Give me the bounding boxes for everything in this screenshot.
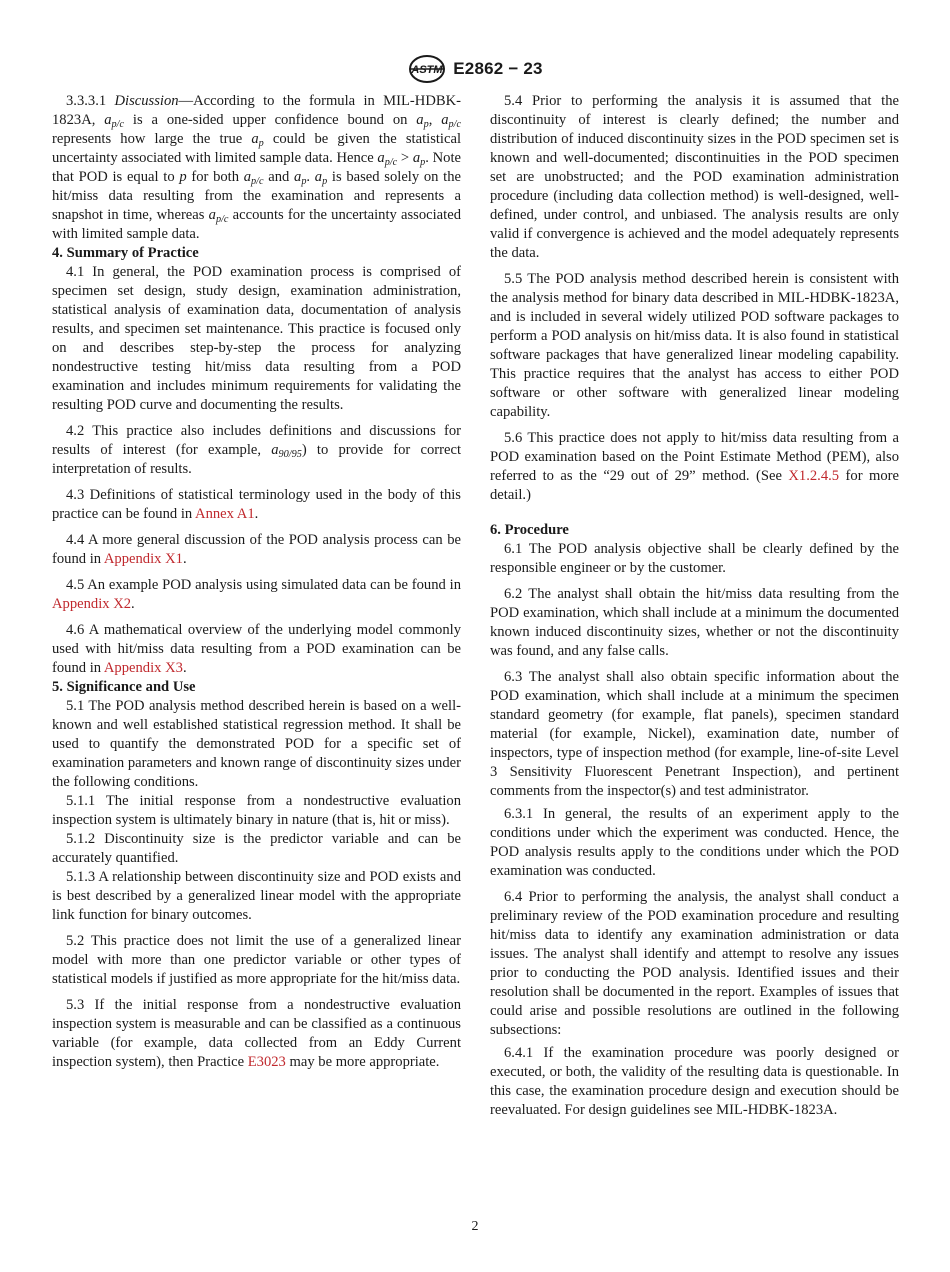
- paragraph-5-6: 5.6 This practice does not apply to hit/miss data resulting from a POD examination based on the Point Estimate Method (PEM), also referred to as the “29 out of 29” method. (See X1.2.4.5 for more detail.): [490, 430, 899, 503]
- left-column: [52, 92, 461, 1072]
- paragraph-5-4: 5.4 Prior to performing the analysis it is assumed that the discontinuity of interest is clearly defined; the number and distribution of induced discontinuity sizes in the POD specimen set is known and well-documented; discontinuities in the POD specimen set are unobstructed; and the POD examination administration procedure (including data collection method) is well-designed, well-defined, under control, and unbiased. The analysis results are only valid if convergence is achieved and the model adequately represents the data.: [490, 93, 899, 261]
- annex-a1-link[interactable]: Annex A1: [195, 506, 255, 522]
- astm-logo-icon: [407, 54, 447, 84]
- paragraph-4-3: 4.3 Definitions of statistical terminology used in the body of this practice can be found in Annex A1.: [52, 487, 461, 522]
- x1-2-4-5-link[interactable]: X1.2.4.5: [788, 468, 840, 484]
- page-header: [0, 54, 950, 84]
- section-heading-6: 6. Procedure: [490, 522, 569, 538]
- paragraph-5-3: 5.3 If the initial response from a nondestructive evaluation inspection system is measurable and can be classified as a continuous variable (for example, data collected from an Eddy Current inspection system), then Practice E3023 may be more appropriate.: [52, 997, 461, 1070]
- right-column: [490, 92, 899, 1120]
- paragraph-3-3-3-1: 3.3.3.1 Discussion—According to the formula in MIL-HDBK-1823A, $a_{p/c}$ is a one-sided upper confidence bound on $a_p$, $a_{p/c}$ represents how large the true $a_p$ could be given the statistical uncertainty associated with limited sample data. Hence $a_{p/c} > a_p$. Note that POD is equal to p for both $a_{p/c}$ and $a_p$. $a_p$ is based solely on the hit/miss data resulting from the examination and represents a snapshot in time, whereas $a_{p/c}$ accounts for the uncertainty associated with limited sample data.: [52, 93, 462, 242]
- section-heading-4: 4. Summary of Practice: [52, 245, 199, 261]
- svg-text:ASTM: ASTM: [411, 64, 443, 76]
- paragraph-6-1: 6.1 The POD analysis objective shall be clearly defined by the responsible engineer or by the customer.: [490, 541, 899, 576]
- paragraph-6-3: 6.3 The analyst shall also obtain specific information about the POD examination, which shall include at a minimum the specimen standard geometry (for example, flat panels), specimen standard material (for example, Nickel), examination date, number of inspectors, type of inspection method (for example, line-of-site Level 3 Sensitivity Fluorescent Penetrant Inspection), and pertinent comments from the inspector(s) and test administrator.: [490, 669, 899, 799]
- paragraph-5-1: 5.1 The POD analysis method described herein is based on a well-known and well established statistical regression method. It shall be used to quantify the demonstrated POD for a specific set of examination parameters and known range of discontinuity sizes under the following conditions.: [52, 698, 461, 790]
- paragraph-4-4: 4.4 A more general discussion of the POD analysis process can be found in Appendix X1.: [52, 532, 461, 567]
- paragraph-6-4: 6.4 Prior to performing the analysis, the analyst shall conduct a preliminary review of the POD examination procedure and resulting hit/miss data to identify any examination administration or data issues. The analyst shall identify and attempt to resolve any issues prior to conducting the POD analysis. Identified issues and their resolution shall be documented in the report. Examples of issues that could arise and possible resolutions are outlined in the following subsections:: [490, 889, 899, 1038]
- appendix-x3-link[interactable]: Appendix X3: [103, 660, 183, 676]
- paragraph-4-1: 4.1 In general, the POD examination process is comprised of specimen set design, study design, examination administration, statistical analysis of examination data, documentation of analysis results, and specimen set maintenance. This practice is focused only on and describes step-by-step the process for analyzing nondestructive testing hit/miss data resulting from a POD examination and includes minimum requirements for validating the resulting POD curve and documenting the results.: [52, 264, 461, 413]
- appendix-x1-link[interactable]: Appendix X1: [103, 551, 183, 567]
- paragraph-4-6: 4.6 A mathematical overview of the underlying model commonly used with hit/miss data resulting from a POD examination can be found in Appendix X3.: [52, 622, 461, 676]
- paragraph-5-1-1: 5.1.1 The initial response from a nondestructive evaluation inspection system is ultimately binary in nature (that is, hit or miss).: [52, 793, 461, 828]
- section-heading-5: 5. Significance and Use: [52, 679, 196, 695]
- document-designation: E2862 − 23: [453, 59, 543, 78]
- paragraph-5-1-2: 5.1.2 Discontinuity size is the predictor variable and can be accurately quantified.: [52, 831, 461, 866]
- paragraph-6-3-1: 6.3.1 In general, the results of an experiment apply to the conditions under which the experiment was conducted. Hence, the POD analysis results apply to the conditions under which the POD examination was conducted.: [490, 806, 899, 879]
- paragraph-4-2: 4.2 This practice also includes definitions and discussions for results of interest (for example, $a_{90/95}$) to provide for correct interpretation of results.: [52, 423, 461, 477]
- appendix-x2-link[interactable]: Appendix X2: [52, 596, 132, 612]
- paragraph-4-5: 4.5 An example POD analysis using simulated data can be found in Appendix X2.: [52, 577, 461, 612]
- page-number: 2: [471, 1219, 479, 1234]
- paragraph-6-2: 6.2 The analyst shall obtain the hit/miss data resulting from the POD examination, which shall include at a minimum the documented known induced discontinuity sizes, whether or not the discontinuity was found, and any false calls.: [490, 586, 899, 659]
- paragraph-5-5: 5.5 The POD analysis method described herein is consistent with the analysis method for binary data described in MIL-HDBK-1823A, and is included in several widely utilized POD software packages to perform a POD analysis on hit/miss data. It is also found in statistical software packages that have generalized linear modeling capability. This practice requires that the analyst has access to either POD software or other software with generalized linear modeling capability.: [490, 271, 899, 420]
- paragraph-5-1-3: 5.1.3 A relationship between discontinuity size and POD exists and is best described by a generalized linear model with the appropriate link function for binary outcomes.: [52, 869, 461, 923]
- e3023-link[interactable]: E3023: [247, 1054, 286, 1070]
- paragraph-6-4-1: 6.4.1 If the examination procedure was poorly designed or executed, or both, the validity of the resulting data is questionable. In this case, the examination procedure design and execution should be reevaluated. For design guidelines see MIL-HDBK-1823A.: [490, 1045, 899, 1118]
- paragraph-5-2: 5.2 This practice does not limit the use of a generalized linear model with more than one predictor variable or other types of statistical models if justified as more appropriate for the hit/miss data.: [52, 933, 461, 987]
